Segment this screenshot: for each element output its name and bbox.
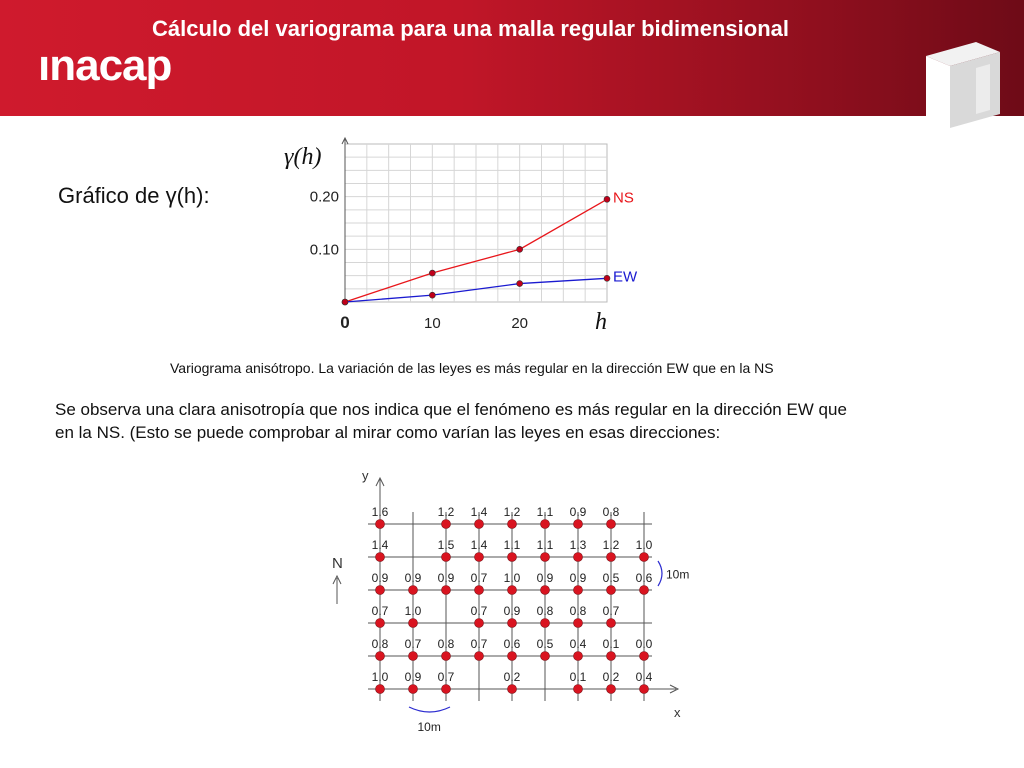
series-ew-point [604,275,610,281]
grade-value-label: 1.3 [569,538,587,552]
grade-sample-point [409,586,418,595]
slide-title: Cálculo del variograma para una malla regular bidimensional [152,16,789,41]
grade-value-label: 0.0 [635,637,653,651]
grade-value-label: 1.5 [437,538,455,552]
grade-value-label: 0.1 [569,670,587,684]
grade-sample-point [640,586,649,595]
description-paragraph: Se observa una clara anisotropía que nos indica que el fenómeno es más regular en la dirección EW que en la NS. (Esto se puede comprobar al mirar como varían las leyes en esas direcciones: [55,400,847,442]
grade-sample-point [475,652,484,661]
grade-sample-point [475,553,484,562]
grade-sample-point [376,685,385,694]
grade-sample-point [442,586,451,595]
grade-value-label: 0.8 [536,604,554,618]
grade-value-label: 0.5 [602,571,620,585]
north-label: N [332,555,343,572]
header-banner [0,0,1024,116]
grade-value-label: 0.9 [437,571,455,585]
grade-sample-point [409,652,418,661]
grade-sample-point [574,685,583,694]
grade-sample-point [508,619,517,628]
grade-value-label: 0.9 [569,571,587,585]
series-ew-point [429,292,435,298]
grade-sample-point [607,520,616,529]
y-tick-label: 0.10 [309,241,339,259]
grade-sample-point [376,652,385,661]
grade-value-label: 0.9 [536,571,554,585]
series-ns-point [429,270,435,276]
series-ew-point [517,281,523,287]
graph-label: Gráfico de γ(h): [58,183,210,208]
x-axis-label: x [674,705,681,720]
grade-value-label: 0.9 [404,670,422,684]
grade-value-label: 1.4 [371,538,389,552]
grade-value-label: 0.8 [437,637,455,651]
grade-value-label: 0.4 [569,637,587,651]
y-axis-label: γ(h) [284,144,322,170]
grade-sample-point [409,619,418,628]
grade-sample-point [541,619,550,628]
grade-sample-point [442,553,451,562]
series-ew-legend-label: EW [613,268,638,286]
grade-value-label: 0.4 [635,670,653,684]
grade-value-label: 1.4 [470,505,488,519]
series-ns-legend-label: NS [613,189,634,207]
grade-value-label: 1.1 [536,505,554,519]
x-tick-label: 20 [511,315,529,332]
series-ns-point [517,246,523,252]
grade-sample-point [574,619,583,628]
spacing-brace-x [409,707,450,712]
y-axis-label: y [362,468,369,483]
grade-sample-point [640,652,649,661]
grade-sample-point [640,685,649,694]
grade-sample-point [376,619,385,628]
grade-value-label: 0.7 [437,670,455,684]
grade-sample-point [508,520,517,529]
grade-value-label: 1.0 [503,571,521,585]
grade-sample-point [442,520,451,529]
grade-value-label: 0.7 [470,604,488,618]
grade-value-label: 1.1 [503,538,521,552]
chart-caption: Variograma anisótropo. La variación de las leyes es más regular en la dirección EW que en la NS [170,360,774,376]
grade-sample-point [475,520,484,529]
grade-value-label: 1.0 [635,538,653,552]
grade-value-label: 0.7 [470,637,488,651]
series-ns-point [604,196,610,202]
grade-value-label: 0.7 [404,637,422,651]
grade-value-label: 0.9 [371,571,389,585]
grade-sample-point [607,619,616,628]
grade-value-label: 1.0 [404,604,422,618]
grade-sample-point [508,586,517,595]
grade-sample-point [508,685,517,694]
grade-value-label: 0.2 [503,670,521,684]
grade-value-label: 0.7 [602,604,620,618]
grade-value-label: 0.2 [602,670,620,684]
grade-sample-point [376,586,385,595]
grade-value-label: 0.9 [503,604,521,618]
grade-sample-point [574,652,583,661]
grade-value-label: 1.2 [437,505,455,519]
grade-sample-point [541,586,550,595]
grade-sample-point [541,652,550,661]
y-tick-label: 0.20 [309,188,339,206]
series-ew-point [342,299,348,305]
grade-sample-point [376,553,385,562]
grade-sample-point [574,553,583,562]
spacing-label-x: 10m [417,720,441,734]
grade-sample-point [475,586,484,595]
grade-value-label: 0.7 [371,604,389,618]
grade-sample-point [574,586,583,595]
grade-sample-point [442,685,451,694]
grade-value-label: 1.1 [536,538,554,552]
grade-value-label: 1.2 [602,538,620,552]
grade-value-label: 0.6 [503,637,521,651]
cube-decoration-icon [916,38,1006,130]
x-tick-label: 0 [340,313,350,332]
grade-sample-point [541,553,550,562]
grade-value-label: 0.9 [569,505,587,519]
grade-sample-point [607,586,616,595]
grade-value-label: 0.6 [635,571,653,585]
grade-sample-point [640,553,649,562]
grade-value-label: 0.1 [602,637,620,651]
inacap-logo: ınacap [38,41,172,90]
grade-sample-point [409,685,418,694]
variogram-chart [282,138,638,338]
grid-diagram [318,462,718,732]
grade-sample-point [574,520,583,529]
grade-value-label: 0.7 [470,571,488,585]
grade-value-label: 0.8 [602,505,620,519]
grade-sample-point [607,553,616,562]
grade-sample-point [442,652,451,661]
spacing-label-y: 10m [666,567,690,582]
x-tick-label: 10 [423,315,441,332]
grade-value-label: 1.2 [503,505,521,519]
x-axis-label: h [595,309,607,335]
grade-sample-point [508,652,517,661]
grade-value-label: 1.4 [470,538,488,552]
grade-sample-point [607,652,616,661]
grade-sample-point [475,619,484,628]
grade-sample-point [508,553,517,562]
grade-sample-point [541,520,550,529]
grade-sample-point [607,685,616,694]
grade-value-label: 0.5 [536,637,554,651]
spacing-brace-y [658,561,662,586]
grade-value-label: 0.8 [569,604,587,618]
grade-value-label: 0.8 [371,637,389,651]
grade-value-label: 0.9 [404,571,422,585]
grade-sample-point [376,520,385,529]
grade-value-label: 1.6 [371,505,389,519]
grade-value-label: 1.0 [371,670,389,684]
